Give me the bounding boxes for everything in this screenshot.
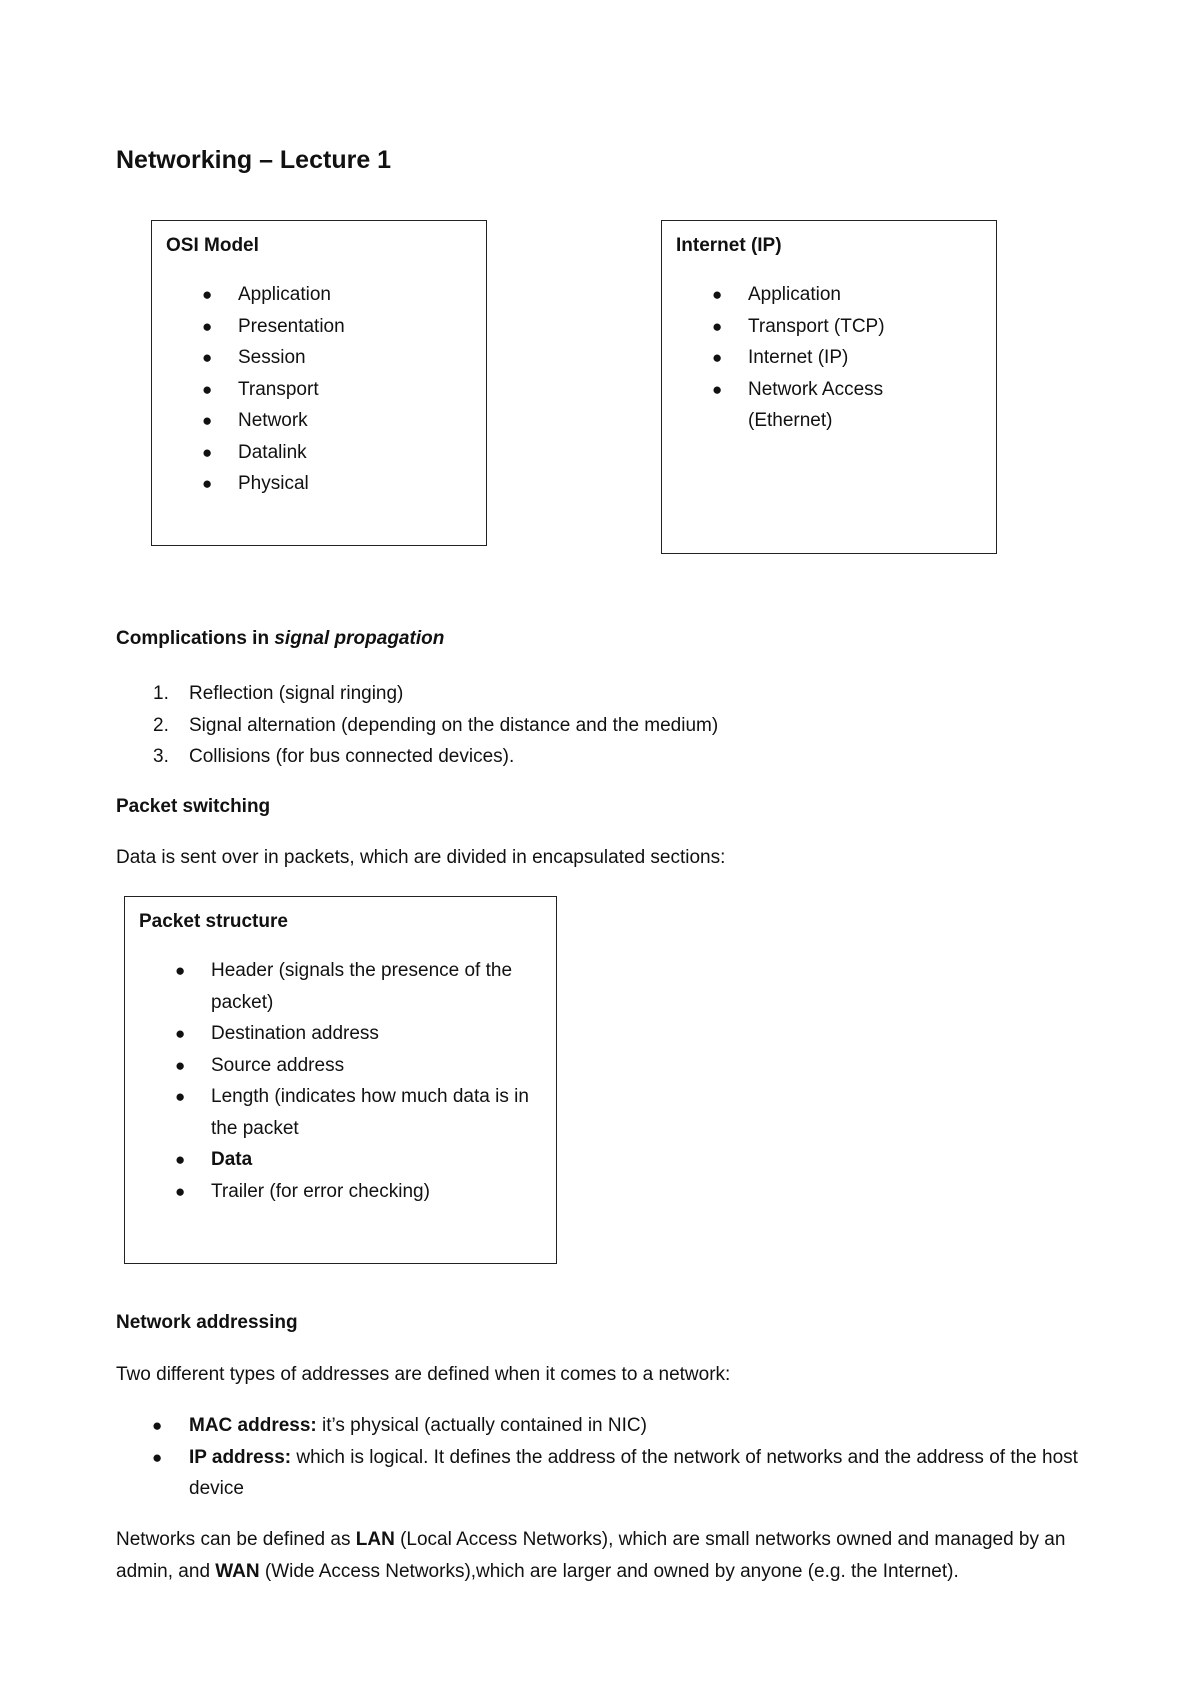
osi-model-box <box>151 220 487 546</box>
list-item: 2. Signal alternation (depending on the distance and the medium) <box>153 714 719 736</box>
packet-structure-box <box>124 896 557 1264</box>
list-item: ● Header (signals the presence of the packet) <box>125 955 535 1018</box>
complications-heading: Complications in signal propagation <box>116 628 445 649</box>
bullet-icon: ● <box>152 1447 163 1467</box>
packet-field-list <box>125 955 535 1207</box>
list-item: 3. Collisions (for bus connected devices). <box>153 746 515 767</box>
bullet-icon: ● <box>712 285 723 304</box>
bullet-icon: ● <box>175 1150 186 1169</box>
bullet-icon: ● <box>202 316 213 336</box>
bullet-icon: ● <box>175 1087 186 1106</box>
osi-layer-list <box>152 279 345 500</box>
list-item: ● Length (indicates how much data is in the packet <box>125 1081 535 1144</box>
list-item: ● Application <box>152 279 345 311</box>
complications-list <box>116 678 718 773</box>
bullet-icon: ● <box>202 442 213 462</box>
page-title: Networking – Lecture 1 <box>116 146 392 174</box>
list-item: ● MAC address: it’s physical (actually contained in NIC) <box>116 1410 1096 1442</box>
packet-switching-heading: Packet switching <box>116 796 271 817</box>
list-item: ● Transport (TCP) <box>662 311 912 343</box>
address-types-list <box>116 1410 1096 1505</box>
bullet-icon: ● <box>202 474 213 493</box>
list-item: 1. Reflection (signal ringing) <box>153 683 404 704</box>
packet-structure-heading: Packet structure <box>139 911 288 932</box>
list-item: ● Network Access (Ethernet) <box>662 374 912 437</box>
list-item: ● Session <box>152 342 345 374</box>
bullet-icon: ● <box>152 1416 163 1435</box>
network-addressing-heading: Network addressing <box>116 1312 298 1333</box>
bullet-icon: ● <box>175 1055 186 1075</box>
osi-model-heading: OSI Model <box>166 235 259 256</box>
bullet-icon: ● <box>712 316 723 336</box>
bullet-icon: ● <box>202 348 213 367</box>
list-item: ● Destination address <box>125 1018 535 1050</box>
bullet-icon: ● <box>202 379 213 399</box>
internet-ip-heading: Internet (IP) <box>676 235 782 256</box>
list-item: ● Network <box>152 405 345 437</box>
packet-switching-intro: Data is sent over in packets, which are divided in encapsulated sections: <box>116 847 726 868</box>
bullet-icon: ● <box>175 961 186 980</box>
list-item: ● Application <box>662 279 912 311</box>
list-item: ● Data <box>125 1144 535 1176</box>
bullet-icon: ● <box>202 285 213 304</box>
list-item: ● Internet (IP) <box>662 342 912 374</box>
list-item: ● Presentation <box>152 311 345 343</box>
bullet-icon: ● <box>712 379 723 399</box>
network-addressing-intro: Two different types of addresses are defined when it comes to a network: <box>116 1364 731 1385</box>
list-item: ● Transport <box>152 374 345 406</box>
bullet-icon: ● <box>712 348 723 367</box>
ip-layer-list <box>662 279 912 437</box>
networks-definition-paragraph: Networks can be defined as LAN (Local Access Networks), which are small networks owned and managed by an admin, and WAN (Wide Access Networks),which are larger and owned by anyone (e.g. the Internet). <box>116 1529 1066 1582</box>
bullet-icon: ● <box>202 411 213 430</box>
internet-ip-box <box>661 220 997 554</box>
list-item: ● Datalink <box>152 437 345 469</box>
list-item: ● Physical <box>152 468 345 500</box>
bullet-icon: ● <box>175 1181 186 1201</box>
list-item: ● Trailer (for error checking) <box>125 1176 535 1208</box>
list-item: ● Source address <box>125 1050 535 1082</box>
bullet-icon: ● <box>175 1024 186 1043</box>
list-item: ● IP address: which is logical. It defines the address of the network of networks and the address of the host device <box>116 1442 1096 1505</box>
